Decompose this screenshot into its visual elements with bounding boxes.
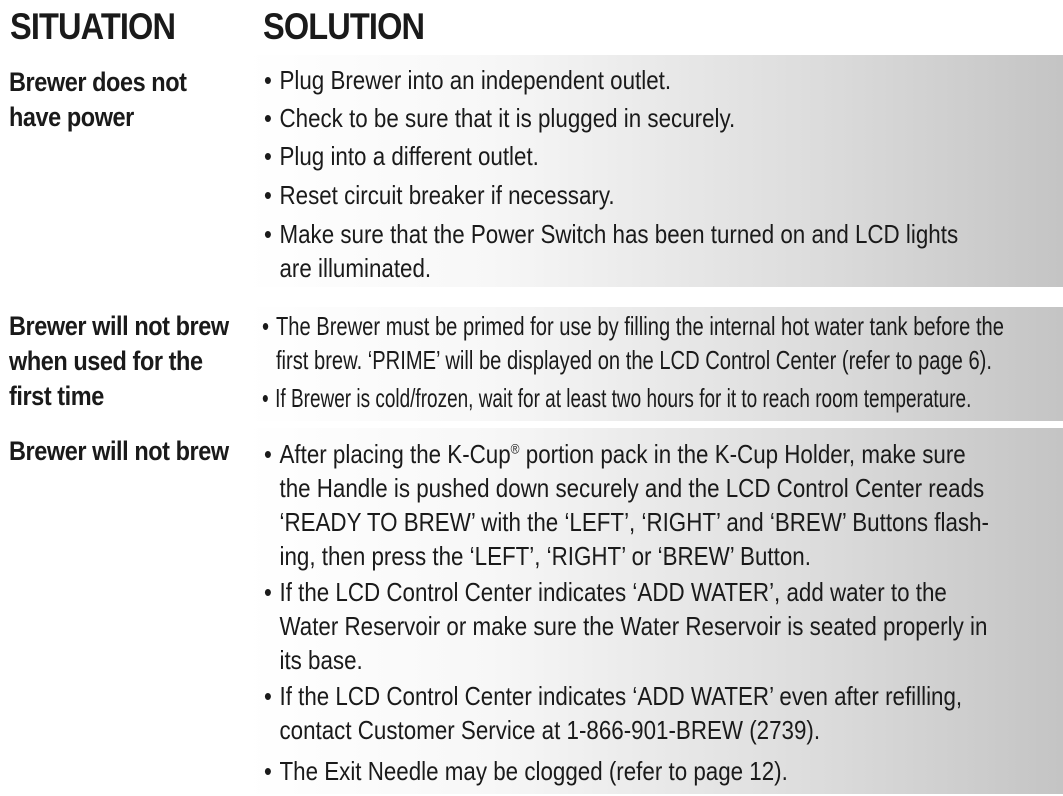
solution-cell xyxy=(246,55,1063,287)
situation-cell xyxy=(0,307,246,421)
solution-bullet: • Check to be sure that it is plugged in securely. xyxy=(264,103,736,133)
solution-bullet: • If the LCD Control Center indicates ‘ADD WATER’ even after refilling, contact Customer Service at 1-866-901-BREW (2739). xyxy=(264,681,963,745)
solution-cell xyxy=(246,428,1063,794)
solution-bullet: • Make sure that the Power Switch has been turned on and LCD lights are illuminated. xyxy=(264,219,959,283)
situation-cell xyxy=(0,55,246,287)
situation-text: Brewer will not brew when used for the first time xyxy=(9,311,229,411)
troubleshooting-row-first-time xyxy=(0,307,1063,421)
solution-bullet: • The Exit Needle may be clogged (refer to page 12). xyxy=(264,756,788,786)
solution-bullet: • Plug into a different outlet. xyxy=(264,141,539,171)
solution-column-header: SOLUTION xyxy=(263,6,425,47)
solution-cell xyxy=(246,307,1063,421)
situation-column-header: SITUATION xyxy=(10,6,176,47)
situation-text: Brewer does not have power xyxy=(9,67,187,132)
solution-bullet: • If Brewer is cold/frozen, wait for at least two hours for it to reach room temperature. xyxy=(262,383,972,413)
solution-bullet: • Reset circuit breaker if necessary. xyxy=(264,180,615,210)
solution-bullet: • Plug Brewer into an independent outlet. xyxy=(264,65,672,95)
troubleshooting-row-will-not-brew xyxy=(0,428,1063,794)
situation-text: Brewer will not brew xyxy=(9,436,229,466)
situation-cell xyxy=(0,428,246,794)
solution-bullet: • The Brewer must be primed for use by filling the internal hot water tank before the first brew. ‘PRIME’ will be displayed on the LCD Control Center (refer to page 6). xyxy=(262,311,1004,375)
solution-bullet: • If the LCD Control Center indicates ‘ADD WATER’, add water to the Water Reservoir or make sure the Water Reservoir is seated properly in its base. xyxy=(264,577,988,675)
troubleshooting-row-no-power xyxy=(0,55,1063,287)
table-header xyxy=(0,0,1063,52)
solution-bullet: • After placing the K-Cup® portion pack in the K-Cup Holder, make sure the Handle is pushed down securely and the LCD Control Center reads ‘READY TO BREW’ with the ‘LEFT’, ‘RIGHT’ and ‘BREW’ Buttons flash- ing, then press the ‘LEFT’, ‘RIGHT’ or ‘BREW’ Button. xyxy=(264,439,989,571)
